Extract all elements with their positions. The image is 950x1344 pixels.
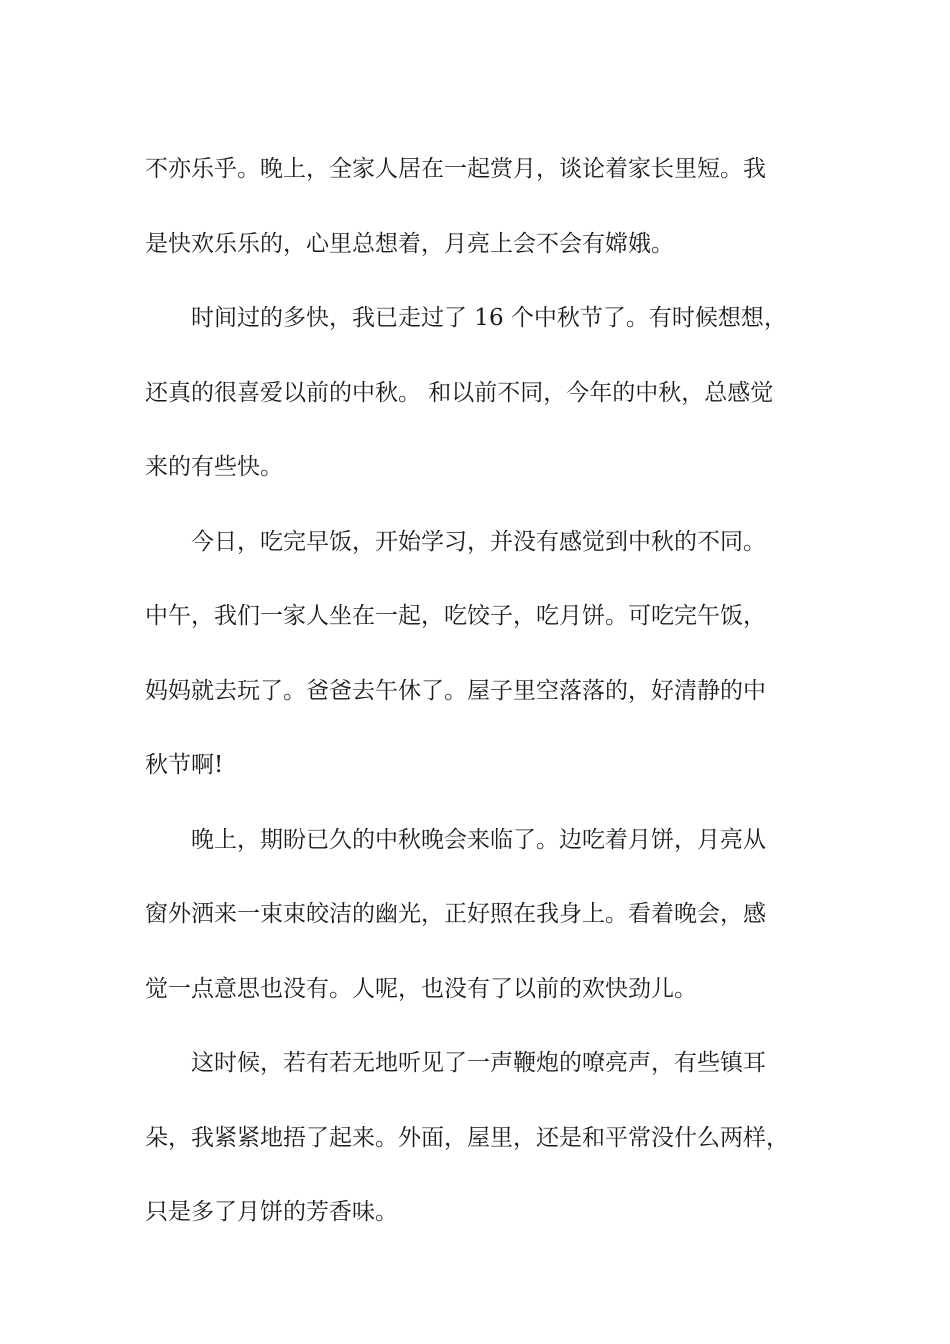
text-line: 是快欢乐乐的，心里总想着，月亮上会不会有嫦娥。 (145, 230, 674, 257)
paragraph-start-line: 今日，吃完早饭，开始学习，并没有感觉到中秋的不同。 (191, 528, 766, 555)
text-line: 妈妈就去玩了。爸爸去午休了。屋子里空落落的，好清静的中 (145, 677, 766, 704)
text-line: 窗外洒来一束束皎洁的幽光，正好照在我身上。看着晚会，感 (145, 901, 766, 927)
paragraph-start-line: 晚上，期盼已久的中秋晚会来临了。边吃着月饼，月亮从 (191, 826, 766, 853)
paragraph-start-line: 这时候，若有若无地听见了一声鞭炮的嘹亮声，有些镇耳 (191, 1050, 766, 1076)
text-line: 只是多了月饼的芳香味。 (145, 1199, 398, 1225)
text-line: 中午，我们一家人坐在一起，吃饺子，吃月饼。可吃完午饭， (145, 603, 766, 629)
paragraph-start-line: 时间过的多快，我已走过了 16 个中秋节了。有时候想想， (191, 305, 787, 331)
document-body (145, 132, 825, 1250)
text-line: 来的有些快。 (145, 454, 283, 480)
text-line: 不亦乐乎。晚上，全家人居在一起赏月，谈论着家长里短。我 (145, 156, 766, 182)
text-line: 觉一点意思也没有。人呢，也没有了以前的欢快劲儿。 (145, 975, 697, 1002)
text-line: 朵，我紧紧地捂了起来。外面，屋里，还是和平常没什么两样， (145, 1124, 789, 1151)
text-line: 还真的很喜爱以前的中秋。 和以前不同，今年的中秋，总感觉 (145, 379, 774, 406)
text-line: 秋节啊! (145, 752, 224, 778)
